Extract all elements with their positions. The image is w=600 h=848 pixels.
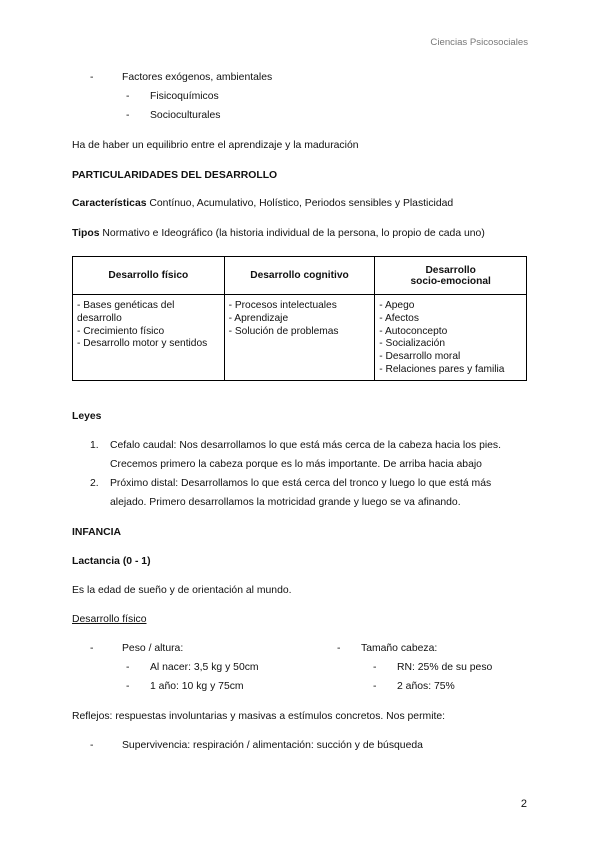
types-label: Tipos [72, 228, 100, 239]
list-item [126, 110, 220, 121]
law-item [90, 478, 491, 489]
bullet-dash: - [90, 740, 94, 751]
development-table [72, 256, 527, 381]
header-socio-line1: Desarrollo [425, 264, 476, 276]
bullet-dash: - [337, 643, 341, 654]
list-item [90, 740, 423, 751]
physical-dev-heading: Desarrollo físico [72, 614, 147, 625]
table-row [73, 295, 527, 381]
particularities-heading: PARTICULARIDADES DEL DESARROLLO [72, 170, 278, 181]
laws-heading: Leyes [72, 411, 102, 422]
bullet-dash: - [126, 91, 130, 102]
law-text: Cefalo caudal: Nos desarrollamos lo que está más cerca de la cabeza hacia los pies. [110, 440, 502, 451]
weight-item: Al nacer: 3,5 kg y 50cm [150, 662, 259, 673]
law-text-cont: alejado. Primero desarrollamos la motricidad grande y luego se va afinando. [110, 497, 461, 508]
header-physical: Desarrollo físico [73, 257, 225, 295]
list-item [90, 643, 183, 654]
types-line [72, 228, 485, 239]
list-item [337, 643, 437, 654]
list-item [126, 662, 259, 673]
cell-physical [73, 295, 225, 381]
list-item [126, 91, 219, 102]
characteristics-text: Contínuo, Acumulativo, Holístico, Periodos sensibles y Plasticidad [146, 198, 454, 209]
infancy-heading: INFANCIA [72, 527, 122, 538]
lactancy-desc: Es la edad de sueño y de orientación al mundo. [72, 585, 292, 596]
header-socio [375, 257, 527, 295]
list-item [90, 72, 272, 83]
law-item [90, 440, 501, 451]
page-number: 2 [520, 798, 527, 810]
cell-socio [375, 295, 527, 381]
head-item: 2 años: 75% [397, 681, 455, 692]
bullet-dash: - [373, 681, 377, 692]
lactancy-heading: Lactancia (0 - 1) [72, 556, 151, 567]
head-size-label: Tamaño cabeza: [361, 643, 438, 654]
list-item [373, 681, 455, 692]
list-item: - Solución de problemas [228, 325, 339, 337]
head-item: RN: 25% de su peso [397, 662, 493, 673]
cell-cognitive [224, 295, 375, 381]
list-item: - Relaciones pares y familia [379, 363, 505, 375]
characteristics-label: Características [72, 198, 147, 209]
factor-sub-item: Fisicoquímicos [150, 91, 219, 102]
law-number: 2. [90, 478, 99, 489]
bullet-dash: - [126, 110, 130, 121]
list-item: - Autoconcepto [379, 325, 448, 337]
list-item: - Aprendizaje [228, 312, 289, 324]
header-cognitive: Desarrollo cognitivo [224, 257, 375, 295]
running-header: Ciencias Psicosociales [430, 37, 528, 48]
weight-item: 1 año: 10 kg y 75cm [150, 681, 244, 692]
bullet-dash: - [126, 662, 130, 673]
reflexes-text: Reflejos: respuestas involuntarias y masivas a estímulos concretos. Nos permite: [72, 711, 446, 722]
list-item [126, 681, 244, 692]
law-number: 1. [90, 440, 99, 451]
list-item: - Procesos intelectuales [228, 300, 337, 311]
bullet-dash: - [90, 72, 94, 83]
list-item: - Crecimiento físico [77, 325, 165, 337]
list-item: - Socialización [379, 338, 445, 350]
law-text: Próximo distal: Desarrollamos lo que está cerca del tronco y luego lo que está más [110, 478, 492, 489]
list-item: - Afectos [379, 312, 419, 324]
list-item: - Bases genéticas del desarrollo [77, 300, 175, 324]
law-text-cont: Crecemos primero la cabeza porque es lo más importante. De arriba hacia abajo [110, 459, 482, 470]
list-item: - Desarrollo motor y sentidos [77, 338, 208, 350]
bullet-dash: - [373, 662, 377, 673]
types-text: Normativo e Ideográfico (la historia individual de la persona, lo propio de cada uno) [99, 228, 485, 239]
list-item: - Desarrollo moral [379, 351, 461, 363]
equilibrium-text: Ha de haber un equilibrio entre el aprendizaje y la maduración [72, 140, 359, 151]
list-item [373, 662, 492, 673]
table-header-row [73, 257, 527, 295]
list-item: - Apego [379, 300, 415, 311]
factors-exogenous: Factores exógenos, ambientales [122, 72, 273, 83]
bullet-dash: - [90, 643, 94, 654]
weight-height-label: Peso / altura: [122, 643, 184, 654]
survival-text: Supervivencia: respiración / alimentación: succión y de búsqueda [122, 740, 423, 751]
bullet-dash: - [126, 681, 130, 692]
characteristics-line [72, 198, 453, 209]
factor-sub-item: Socioculturales [150, 110, 221, 121]
header-socio-line2: socio-emocional [410, 275, 491, 287]
